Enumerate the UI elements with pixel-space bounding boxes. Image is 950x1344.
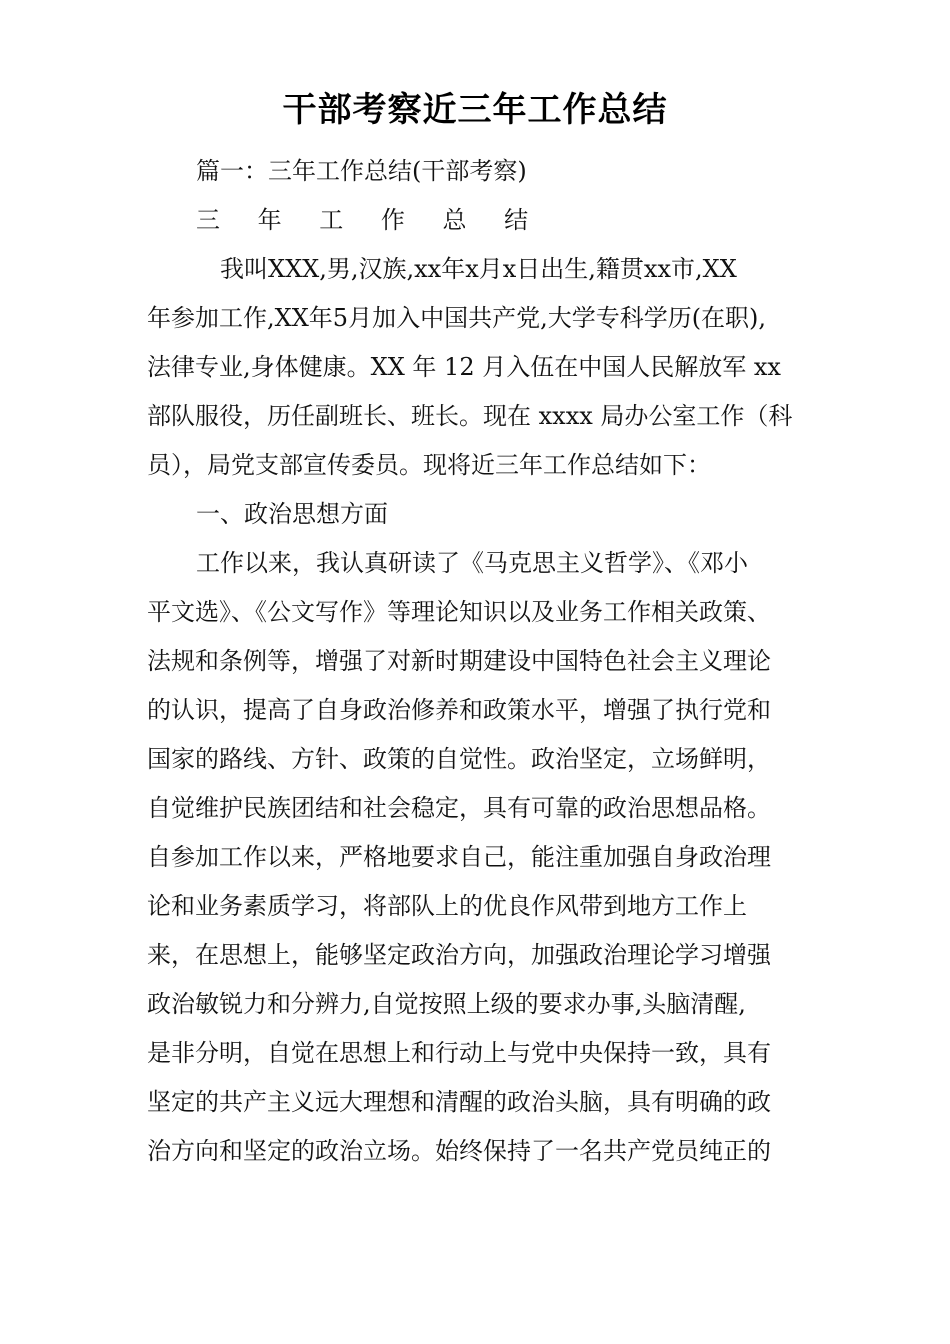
paragraph-line: 自觉维护民族团结和社会稳定，具有可靠的政治思想品格。	[147, 794, 771, 822]
paragraph-line: 我叫XXX,男,汉族,xx年x月x日出生,籍贯xx市,XX	[220, 255, 737, 283]
paragraph-line: 论和业务素质学习，将部队上的优良作风带到地方工作上	[147, 892, 747, 920]
paragraph-line: 年参加工作,XX年5月加入中国共产党,大学专科学历(在职),	[147, 304, 767, 332]
paragraph-line: 国家的路线、方针、政策的自觉性。政治坚定，立场鲜明，	[147, 745, 771, 773]
paragraph-line: 是非分明，自觉在思想上和行动上与党中央保持一致，具有	[147, 1039, 771, 1067]
section-heading: 三 年 工 作 总 结	[196, 206, 544, 234]
paragraph-line: 的认识，提高了自身政治修养和政策水平，增强了执行党和	[147, 696, 771, 724]
paragraph-line: 员），局党支部宣传委员。现将近三年工作总结如下：	[147, 451, 711, 479]
paragraph-line: 治方向和坚定的政治立场。始终保持了一名共产党员纯正的	[147, 1137, 771, 1165]
paragraph-line: 平文选》、《公文写作》等理论知识以及业务工作相关政策、	[147, 598, 771, 626]
paragraph-line: 法规和条例等，增强了对新时期建设中国特色社会主义理论	[147, 647, 771, 675]
section-1-heading: 一、政治思想方面	[196, 500, 388, 528]
paragraph-line: 自参加工作以来，严格地要求自己，能注重加强自身政治理	[147, 843, 771, 871]
document-subtitle: 篇一：三年工作总结(干部考察)	[196, 157, 527, 185]
paragraph-line: 坚定的共产主义远大理想和清醒的政治头脑，具有明确的政	[147, 1088, 771, 1116]
paragraph-line: 工作以来，我认真研读了《马克思主义哲学》、《邓小	[196, 549, 748, 577]
paragraph-line: 政治敏锐力和分辨力,自觉按照上级的要求办事,头脑清醒,	[147, 990, 746, 1018]
document-title: 干部考察近三年工作总结	[282, 90, 668, 130]
paragraph-line: 法律专业,身体健康。XX 年 12 月入伍在中国人民解放军 xx	[147, 353, 781, 381]
paragraph-line: 部队服役，历任副班长、班长。现在 xxxx 局办公室工作（科	[147, 402, 793, 430]
paragraph-line: 来，在思想上，能够坚定政治方向，加强政治理论学习增强	[147, 941, 771, 969]
